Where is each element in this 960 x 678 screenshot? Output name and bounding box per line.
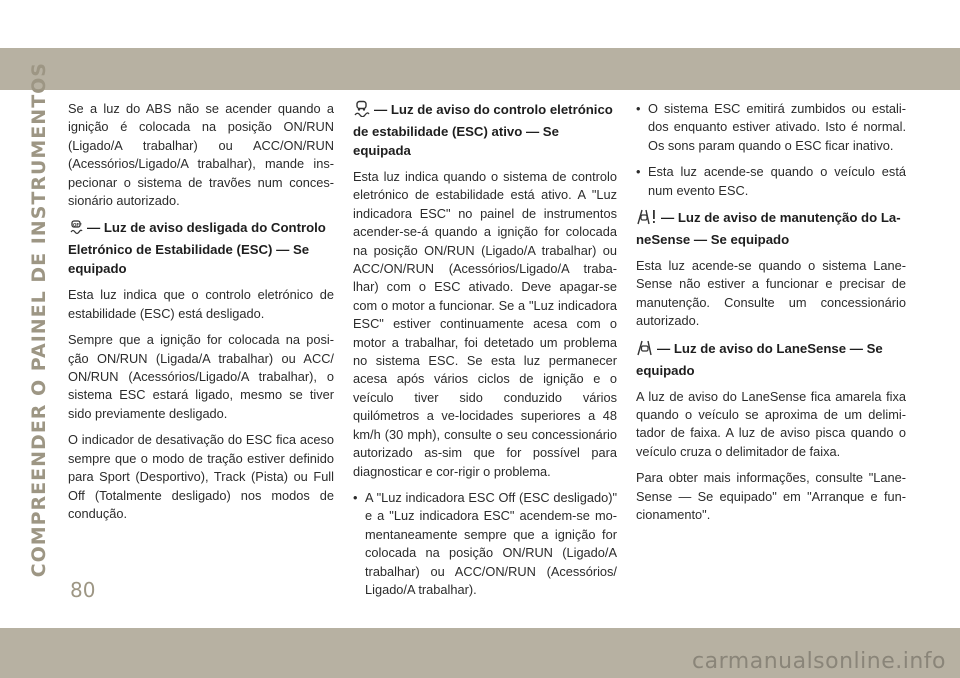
svg-text:OFF: OFF	[73, 222, 82, 228]
header-strip	[0, 48, 960, 90]
lanesense-icon	[636, 339, 654, 361]
top-margin	[0, 0, 960, 36]
lanesense-paragraph-2: Para obter mais informações, consulte "Lane-Sense — Se equipado" em "Arranque e fun-cionamento".	[636, 470, 906, 523]
esc-off-paragraph-3: O indicador de desativação do ESC fica aceso sempre que o modo de tração estiver definido para Sport (Desportivo), Track (Pista) ou Full Off (Totalmente desligado) nos modos de condução.	[68, 432, 334, 521]
column-3	[636, 100, 906, 533]
esc-active-heading-text: — Luz de aviso do controlo eletrónico de estabilidade (ESC) ativo — Se equipada	[353, 102, 613, 158]
esc-active-icon	[353, 100, 371, 122]
section-title-text: COMPREENDER O PAINEL DE INSTRUMENTOS	[28, 62, 50, 578]
abs-paragraph: Se a luz do ABS não se acender quando a ignição é colocada na posição ON/RUN (Ligado/A trabalhar) ou ACC/ON/RUN (Acessórios/Ligado/A trabalhar), mande ins-pecionar o sistema de travões num conces-sionário autorizado.	[68, 101, 334, 209]
esc-off-paragraph-1: Esta luz indica que o controlo eletrónico de estabilidade (ESC) está desligado.	[68, 287, 334, 321]
esc-active-heading	[353, 100, 617, 160]
footer-band	[0, 628, 960, 678]
lanesense-paragraph-1: A luz de aviso do LaneSense fica amarela fixa quando o veículo se aproxima de um delimi-tador de faixa. A luz de aviso pisca quando o veículo cruza o delimitador de faixa.	[636, 388, 906, 459]
lanesense-service-paragraph: Esta luz acende-se quando o sistema Lane-Sense não estiver a funcionar e precisar de manutenção. Consulte um concessionário autorizado.	[636, 258, 906, 329]
esc-off-heading-text: — Luz de aviso desligada do Controlo Eletrónico de Estabilidade (ESC) — Se equipado	[68, 220, 326, 277]
watermark: carmanualsonline.info	[692, 649, 946, 674]
column-2	[353, 100, 617, 607]
esc-active-bullet-1: • A "Luz indicadora ESC Off (ESC desligado)" e a "Luz indicadora ESC" acendem-se mo-mentaneamente sempre que a ignição for colocada na posição ON/RUN (Ligado/A trabalhar) ou ACC/ON/RUN (Acessórios/ Ligado/A trabalhar).	[353, 489, 617, 599]
lanesense-heading-text: — Luz de aviso do LaneSense — Se equipado	[636, 340, 883, 378]
side-section-title	[24, 62, 54, 578]
column-1	[68, 100, 334, 531]
lanesense-service-icon	[636, 208, 658, 230]
esc-active-paragraph: Esta luz indica quando o sistema de controlo eletrónico de estabilidade está ativo. A "Luz indicadora ESC" no painel de instrumentos acender-se-á quando a ignição for colocada na posição ON/RUN (Ligado/A trabalhar) ou ACC/ON/RUN (Acessórios/Ligado/A traba-lhar) com o ESC ativado. Deve apagar-se com o motor a funcionar. Se a "Luz indicadora ESC" estiver continuamente acesa com o motor a trabalhar, foi detetado um problema no sistema ESC. Se esta luz permanecer acesa após vários ciclos de ignição e o veículo tiver sido conduzido vários quilómetros a ve-locidades superiores a 48 km/h (30 mph), consulte o seu concessionário autorizado as-sim que for possível para diagnosticar e cor-rigir o problema.	[353, 169, 617, 479]
lanesense-service-heading	[636, 208, 906, 249]
esc-bullet-sounds: • O sistema ESC emitirá zumbidos ou estali-dos enquanto estiver ativado. Isto é normal. Os sons param quando o ESC ficar inativo.	[636, 100, 906, 155]
esc-off-icon	[68, 219, 84, 240]
page-number: 80	[70, 578, 96, 602]
esc-off-paragraph-2: Sempre que a ignição for colocada na posi-ção ON/RUN (Ligada/A trabalhar) ou ACC/ ON/RUN (Acessórios/Ligado/A trabalhar), o sistema ESC estará ligado, mesmo se tiver sido previamente desligado.	[68, 332, 334, 421]
lanesense-heading	[636, 339, 906, 380]
esc-off-heading	[68, 218, 334, 278]
lanesense-service-heading-text: — Luz de aviso de manutenção do La-neSense — Se equipado	[636, 210, 901, 248]
esc-bullet-event: • Esta luz acende-se quando o veículo está num evento ESC.	[636, 163, 906, 200]
